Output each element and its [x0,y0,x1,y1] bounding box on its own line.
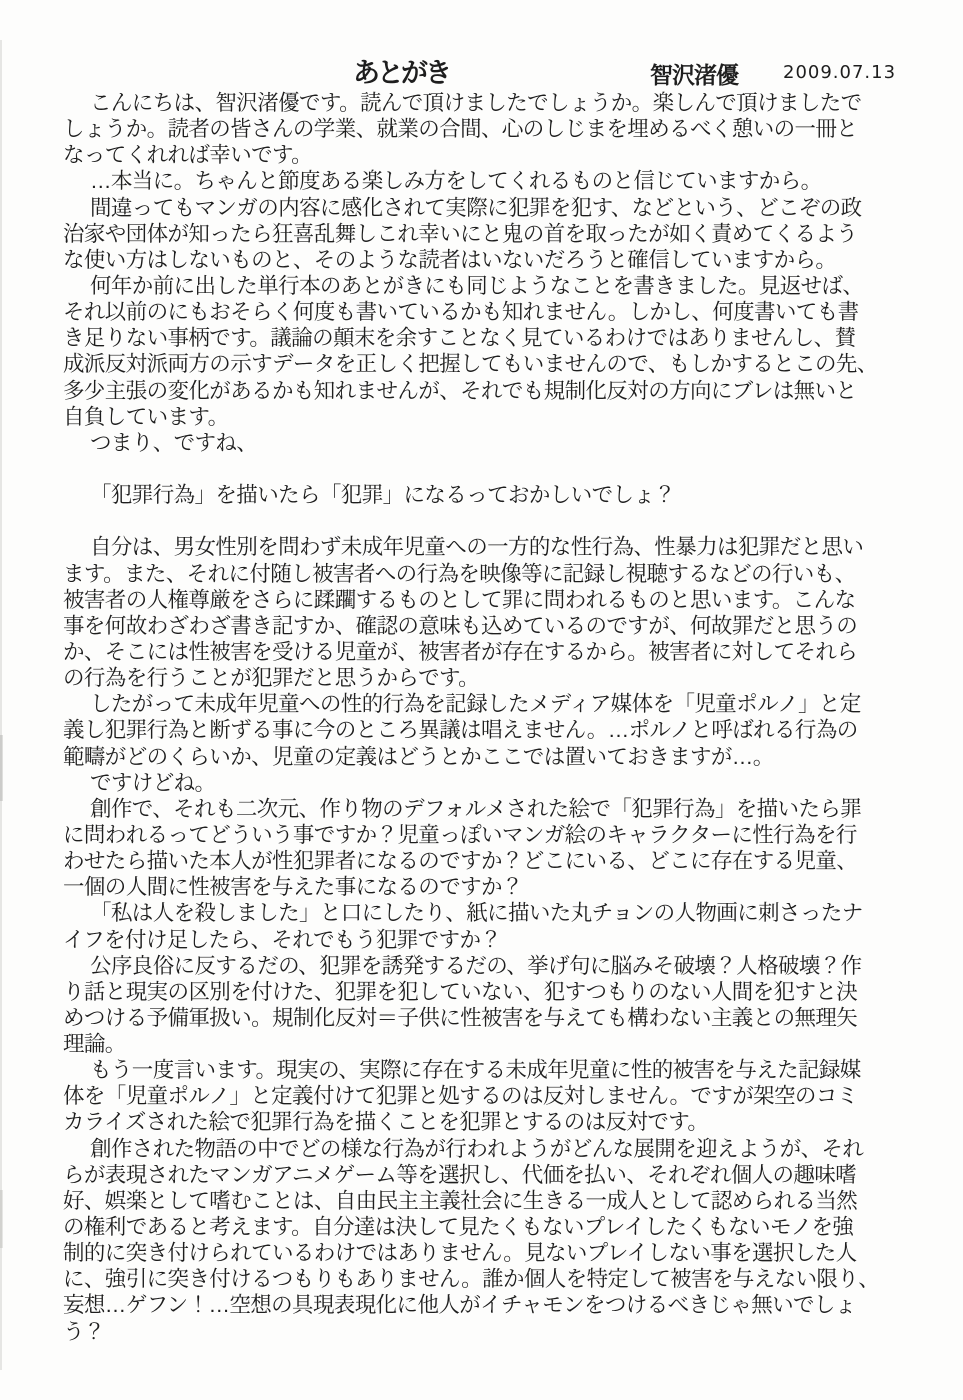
blank-line [63,456,899,482]
text-line: 治家や団体が知ったら狂喜乱舞しこれ幸いにと鬼の首を取ったが如く責めてくるよう [63,221,858,246]
text-line: 創作で、それも二次元、作り物のデフォルメされた絵で「犯罪行為」を描いたら罪 [90,796,862,821]
scan-edge-artifact [0,40,2,1370]
text-line: カライズされた絵で犯罪行為を描くことを犯罪とするのは反対です。 [63,1110,709,1135]
text-line: 間違ってもマンガの内容に感化されて実際に犯罪を犯す、などという、どこぞの政 [90,195,862,220]
text-line: 一個の人間に性被害を与えた事になるのですか？ [63,875,523,900]
text-line: 公序良俗に反するだの、犯罪を誘発するだの、挙げ句に脳みそ破壊？人格破壊？作 [90,953,862,978]
text-line: 多少主張の変化があるかも知れませんが、それでも規制化反対の方向にブレは無いと [63,378,857,403]
text-line: の権利であると考えます。自分達は決して見たくもないプレイしたくもないモノを強 [63,1215,854,1240]
text-line: り話と現実の区別を付けた、犯罪を犯していない、犯すつもりのない人間を犯すと決 [63,979,858,1004]
scan-edge-artifact [0,1190,3,1248]
text-line: 妄想…ゲフン！…空想の具現表現化に他人がイチャモンをつけるべきじゃ無いでしょ [63,1293,856,1318]
text-line: 何年か前に出した単行本のあとがきにも同じようなことを書きました。見返せば、 [90,273,864,298]
text-line: に、強引に突き付けるつもりもありません。誰か個人を特定して被害を与えない限り、 [63,1267,880,1292]
scan-edge-artifact [0,735,3,801]
text-line: ます。また、それに付随し被害者への行為を映像等に記録し視聴するなどの行いも、 [63,561,856,586]
text-line: 範疇がどのくらいか、児童の定義はどうとかここでは置いておきますが…。 [63,744,774,769]
text-line: らが表現されたマンガアニメゲーム等を選択し、代価を払い、それぞれ個人の趣味嗜 [63,1162,857,1187]
date-text: 2009.07.13 [783,62,897,83]
text-line: う？ [63,1319,105,1344]
text-line: …本当に。ちゃんと節度ある楽しみ方をしてくれるものと信じていますから。 [90,169,822,194]
text-line: 好、娯楽として嗜むことは、自由民主主義社会に生きる一成人として認められる当然 [63,1188,858,1213]
text-line: 理論。 [63,1032,126,1057]
text-line: それ以前のにもおそらく何度も書いているかも知れません。しかし、何度書いても書 [63,300,859,325]
text-line: わせたら描いた本人が性犯罪者になるのですか？どこにいる、どこに存在する児童、 [63,849,858,874]
text-line: なってくれれば幸いです。 [63,143,313,168]
text-line: めつける予備軍扱い。規制化反対＝子供に性被害を与えても構わない主義との無理矢 [63,1005,858,1030]
text-line: 事を何故わざわざ書き記すか、確認の意味も込めているのですが、何故罪だと思うの [63,613,858,638]
text-line: の行為を行うことが犯罪だと思うからです。 [63,666,480,691]
text-line: な使い方はしないものと、そのような読者はいないだろうと確信していますから。 [63,247,837,272]
text-line: もう一度言います。現実の、実際に存在する未成年児童に性的被害を与えた記録媒 [90,1058,861,1083]
text-line: しょうか。読者の皆さんの学業、就業の合間、心のしじまを埋めるべく憩いの一冊と [63,117,858,142]
text-line: き足りない事柄です。議論の顛末を余すことなく見ているわけではありませんし、賛 [63,326,856,351]
blank-line [63,508,899,534]
text-line: か、そこには性被害を受ける児童が、被害者が存在するから。被害者に対してそれら [63,639,858,664]
body-text [63,90,899,1345]
text-line: 自負しています。 [63,404,229,429]
text-line: 制的に突き付けられているわけではありません。見ないプレイしない事を選択した人 [63,1241,857,1266]
text-line: 体を「児童ポルノ」と定義付けて犯罪と処するのは反対しません。ですが架空のコミ [63,1084,858,1109]
text-line: 「私は人を殺しました」と口にしたり、紙に描いた丸チョンの人物画に刺さったナ [90,901,863,926]
page-title: あとがき [353,58,449,88]
text-line: 「犯罪行為」を描いたら「犯罪」になるっておかしいでしょ？ [90,483,676,508]
text-line: したがって未成年児童への性的行為を記録したメディア媒体を「児童ポルノ」と定 [90,692,861,717]
text-line: ですけどね。 [90,770,216,795]
text-line: 義し犯罪行為と断ずる事に今のところ異議は唱えません。…ポルノと呼ばれる行為の [63,718,858,743]
text-line: に問われるってどういう事ですか？児童っぽいマンガ絵のキャラクターに性行為を行 [63,822,857,847]
text-line: こんにちは、智沢渚優です。読んで頂けましたでしょうか。楽しんで頂けましたで [90,91,862,115]
text-line: 被害者の人権尊厳をさらに蹂躙するものとして罪に問われるものと思います。こんな [63,587,856,612]
text-line: つまり、ですね、 [90,430,258,455]
text-line: 自分は、男女性別を問わず未成年児童への一方的な性行為、性暴力は犯罪だと思い [90,535,864,560]
text-line: イフを付け足したら、それでもう犯罪ですか？ [63,927,502,952]
text-line: 成派反対派両方の示すデータを正しく把握してもいませんので、もしかするとこの先、 [63,352,878,377]
author-name: 智沢渚優 [650,62,738,88]
text-line: 創作された物語の中でどの様な行為が行われようがどんな展開を迎えようが、それ [90,1136,864,1161]
